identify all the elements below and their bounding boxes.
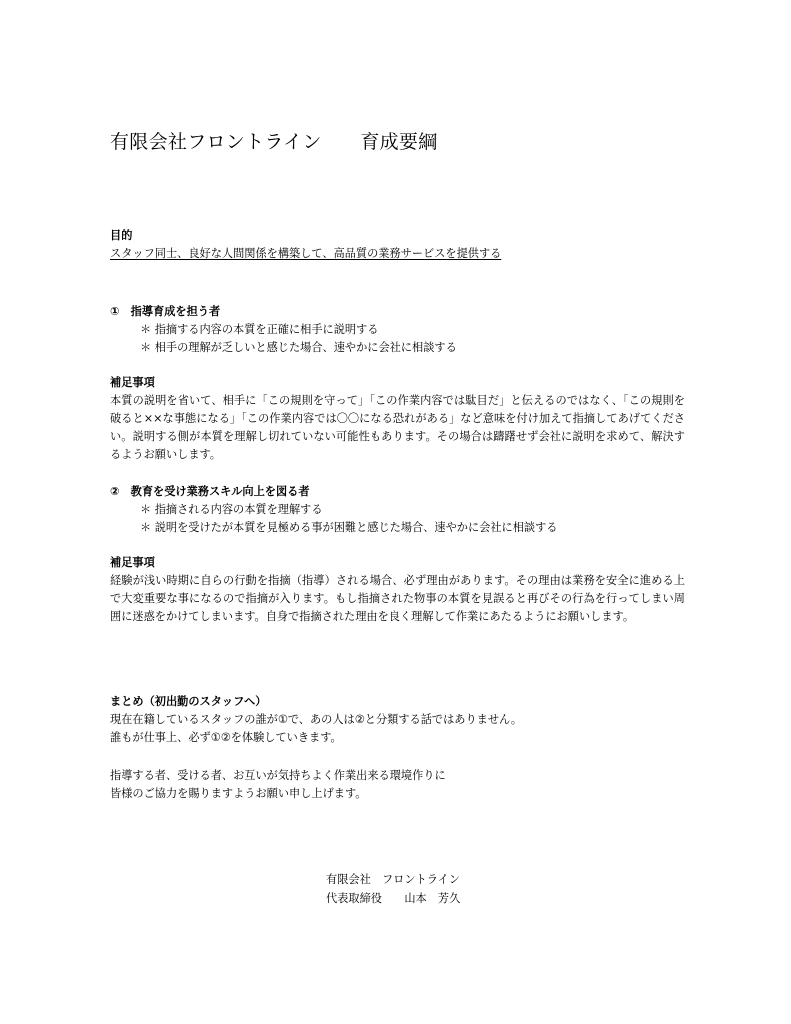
purpose-text: スタッフ同士、良好な人間関係を構築して、高品質の業務サービスを提供する bbox=[110, 247, 502, 260]
section-1-note-heading: 補足事項 bbox=[110, 376, 155, 389]
closing-line: 指導する者、受ける者、お互いが気持ちよく作業出来る環境作りに bbox=[110, 769, 446, 782]
summary-section bbox=[110, 693, 685, 747]
purpose-heading: 目的 bbox=[110, 229, 133, 242]
section-2-note-heading: 補足事項 bbox=[110, 556, 155, 569]
section-2-note-text: 経験が浅い時期に自らの行動を指摘（指導）される場合、必ず理由があります。その理由は業務を安全に進める上で大変重要な事になるので指摘が入ります。もし指摘された物事の本質を見誤ると再びその行為を行ってしまい周囲に迷惑をかけてしまいます。自身で指摘された理由を良く理解して作業にあたるようにお願いします。 bbox=[110, 574, 685, 623]
closing-section bbox=[110, 767, 685, 803]
summary-line: 現在在籍しているスタッフの誰が①で、あの人は②と分類する話ではありません。 bbox=[110, 713, 523, 726]
section-1-bullet: ＊ 相手の理解が乏しいと感じた場合、速やかに会社に相談する bbox=[140, 341, 457, 354]
section-2 bbox=[110, 483, 685, 537]
section-2-bullet: ＊ 説明を受けたが本質を見極める事が困難と感じた場合、速やかに会社に相談する bbox=[140, 521, 558, 534]
closing-line: 皆様のご協力を賜りますようお願い申し上げます。 bbox=[110, 787, 367, 800]
signature-company: 有限会社 フロントライン bbox=[326, 873, 460, 886]
section-1-heading: ① 指導育成を担う者 bbox=[110, 305, 221, 318]
summary-heading: まとめ（初出勤のスタッフへ） bbox=[110, 695, 267, 708]
signature-block bbox=[326, 870, 460, 908]
document-title: 有限会社フロントライン 育成要綱 bbox=[110, 131, 438, 153]
signature-representative: 代表取締役 山本 芳久 bbox=[326, 892, 461, 905]
section-1-bullet: ＊ 指摘する内容の本質を正確に相手に説明する bbox=[140, 323, 379, 336]
section-2-note bbox=[110, 554, 685, 626]
section-2-bullet: ＊ 指摘される内容の本質を理解する bbox=[140, 503, 323, 516]
section-1-note-text: 本質の説明を省いて、相手に「この規則を守って」「この作業内容では駄目だ」と伝えるのではなく、「この規則を破ると××な事態になる」「この作業内容では〇〇になる恐れがある」など意味を付け加えて指摘してあげてください。説明する側が本質を理解し切れていない可能性もあります。その場合は躊躇せず会社に説明を求めて、解決するようお願いします。 bbox=[110, 394, 685, 461]
section-1-note bbox=[110, 374, 685, 464]
purpose-section bbox=[110, 227, 685, 263]
summary-line: 誰もが仕事上、必ず①②を体験していきます。 bbox=[110, 731, 342, 744]
section-1 bbox=[110, 303, 685, 357]
section-2-heading: ② 教育を受け業務スキル向上を図る者 bbox=[110, 485, 310, 498]
